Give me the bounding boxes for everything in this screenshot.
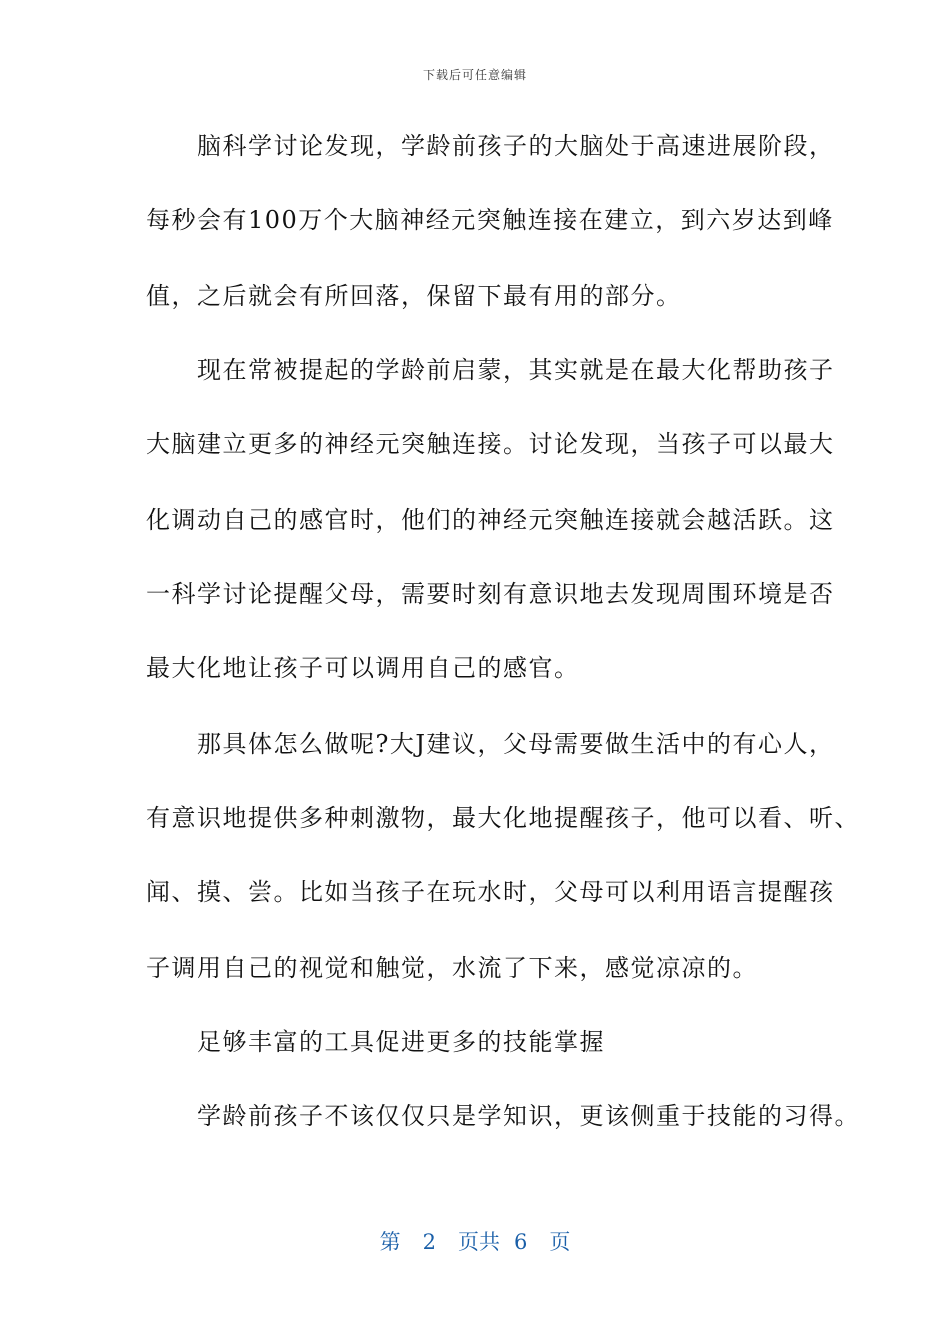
text-line: 闻、摸、尝。比如当孩子在玩水时，父母可以利用语言提醒孩 xyxy=(146,878,835,906)
text-line: 每秒会有100万个大脑神经元突触连接在建立，到六岁达到峰 xyxy=(146,206,834,234)
page-total: 6 xyxy=(514,1230,528,1254)
text-line: 那具体怎么做呢?大J建议，父母需要做生活中的有心人， xyxy=(146,730,835,758)
page-label: 第 xyxy=(379,1230,401,1254)
text-line: 学龄前孩子不该仅仅只是学知识，更该侧重于技能的习得。 xyxy=(146,1102,860,1130)
text-line: 脑科学讨论发现，学龄前孩子的大脑处于高速进展阶段， xyxy=(146,132,835,160)
text-line: 化调动自己的感官时，他们的神经元突触连接就会越活跃。这 xyxy=(146,506,835,534)
header-note: 下载后可任意编辑 xyxy=(422,68,527,82)
section-heading: 足够丰富的工具促进更多的技能掌握 xyxy=(146,1028,605,1056)
text-line: 有意识地提供多种刺激物，最大化地提醒孩子，他可以看、听、 xyxy=(146,804,860,832)
page-current: 2 xyxy=(422,1230,436,1254)
text-line: 大脑建立更多的神经元突触连接。讨论发现，当孩子可以最大 xyxy=(146,430,835,458)
text-line: 子调用自己的视觉和触觉，水流了下来，感觉凉凉的。 xyxy=(146,954,758,982)
page-number xyxy=(0,1226,950,1256)
page-label: 页 xyxy=(549,1230,571,1254)
text-line: 一科学讨论提醒父母，需要时刻有意识地去发现周围环境是否 xyxy=(146,580,835,608)
text-line: 现在常被提起的学龄前启蒙，其实就是在最大化帮助孩子 xyxy=(146,356,835,384)
text-line: 值，之后就会有所回落，保留下最有用的部分。 xyxy=(146,282,682,310)
text-line: 最大化地让孩子可以调用自己的感官。 xyxy=(146,654,580,682)
page-label: 页共 xyxy=(458,1230,500,1254)
